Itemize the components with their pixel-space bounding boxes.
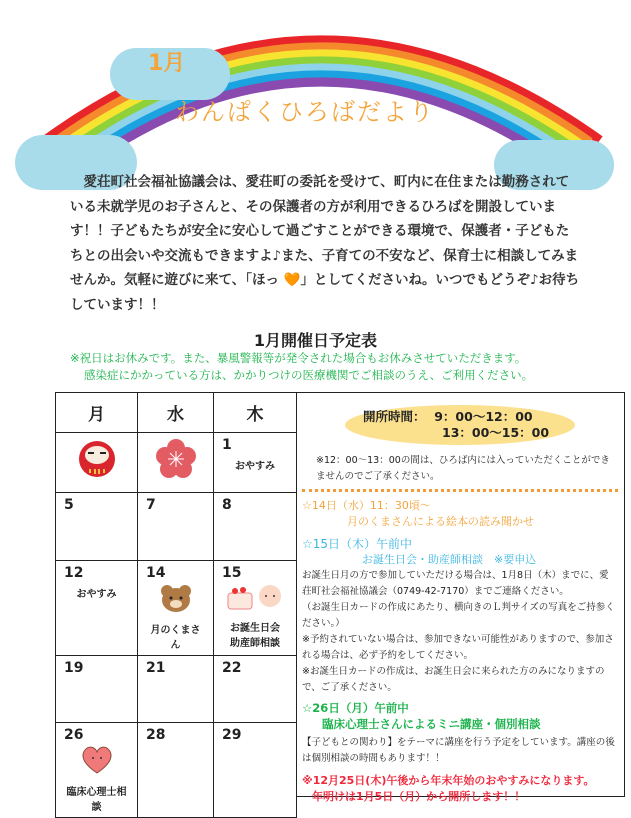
calendar-cell [138,561,214,656]
day-number: 15 [222,565,242,581]
calendar-cell [214,561,297,656]
newsletter-title: わんぱくひろばだより [175,98,435,126]
day-number: 1 [222,437,232,453]
cell-note: お誕生日会 [230,623,280,634]
daruma-icon [64,439,129,483]
event2-sub: お誕生日会・助産師相談 ※要申込 [362,553,537,566]
event2-body-2: （お誕生日カードの作成にあたり、横向きのＬ判サイズの写真をご持参ください。） [302,602,615,629]
calendar-row [56,433,297,493]
event1-title: ☆14日（水）11：30頃～ [302,499,431,512]
day-number: 29 [222,727,242,743]
day-number: 26 [64,727,84,743]
calendar-table [55,392,297,818]
info-panel [296,392,625,803]
event2-body-4: ※お誕生日カードの作成は、お誕生日会に来られた方のみになりますので、ご了承ください。 [302,666,605,693]
calendar-row [56,656,297,723]
month-label: 1月 [148,51,186,76]
event3-title: ☆26日（月）午前中 [302,701,409,715]
cell-note: おやすみ [235,461,275,472]
day-number: 21 [146,660,166,676]
opening-hours: 開所時間： 9：00～12：00 13：00～15：00 [345,405,575,445]
calendar-cell [56,433,138,493]
closing-notice-2: 年明けは1月5日（月）から開所します！！ [312,790,526,803]
cake-baby-icon [222,583,288,615]
event2-title: ☆15日（木）午前中 [302,537,413,551]
day-number: 22 [222,660,242,676]
header-thursday: 木 [214,393,297,433]
day-number: 5 [64,497,74,513]
calendar-row [56,723,297,818]
calendar-cell [214,433,297,493]
calendar-cell [214,493,297,561]
calendar-cell [138,723,214,818]
calendar-cell [56,493,138,561]
calendar-cell [138,433,214,493]
schedule-title: 1月開催日予定表 [253,331,378,350]
day-number: 7 [146,497,156,513]
event3-sub: 臨床心理士さんによるミニ講座・個別相談 [322,717,541,731]
calendar-cell [56,723,138,818]
day-number: 28 [146,727,166,743]
heart-icon [64,745,129,779]
day-number: 19 [64,660,84,676]
day-number: 14 [146,565,166,581]
calendar-row [56,561,297,656]
header-wednesday: 水 [138,393,214,433]
bear-icon [146,583,205,617]
calendar-row [56,493,297,561]
day-number: 12 [64,565,84,581]
closing-notice-1: ※12月25日(木)午後から年末年始のおやすみになります。 [302,774,595,787]
calendar-cell [138,493,214,561]
cell-note: 臨床心理士相談 [66,787,127,813]
event3-body: 【子どもとの関わり】をテーマに講座を行う予定をしています。講座の後は個別相談の時間もあります！！ [302,737,615,764]
notice: ※祝日はお休みです。また、暴風警報等が発令された場合もお休みさせていただきます。 感染症にかかっている方は、かかりつけの医療機関でご相談のうえ、ご利用ください。 [70,351,534,382]
calendar-cell [138,656,214,723]
cell-note: 助産師相談 [230,638,280,649]
calendar-cell [214,723,297,818]
hours-note: ※12：00～13：00の間は、ひろば内には入っていただくことができませんのでご了承ください。 [316,455,610,482]
event2-body-1: お誕生日月の方で参加していただける場合は、1月8日（木）までに、愛荘町社会福祉協議会（0749-42-7170）までご連絡ください。 [302,570,609,597]
plum-blossom-icon [146,439,205,483]
calendar-cell [214,656,297,723]
event1-desc: 月のくまさんによる絵本の読み聞かせ [347,515,534,528]
cell-note: おやすみ [76,589,117,600]
header-monday: 月 [56,393,138,433]
event2-body-3: ※予約されていない場合は、参加できない可能性がありますので、参加される場合は、必ず予約をしてください。 [302,634,614,661]
intro-text: 愛荘町社会福祉協議会は、愛荘町の委託を受けて、町内に在住または勤務されている未就学児のお子さんと、その保護者の方が利用できるひろばを開設しています！！子どもたちが安全に安心して過ごすことができる環境で、保護者・子どもたちとの出会いや交流もできますよ♪また、子育ての不安など、保育士に相談してみませんか。気軽に遊びに来て、「ほっ 🧡」としてくださいね。いつでもどうぞ♪お待ちしています！！ [70,174,580,313]
day-number: 8 [222,497,232,513]
calendar-cell [56,561,138,656]
dotted-divider [302,489,618,492]
calendar-cell [56,656,138,723]
cell-note: 月のくまさん [150,625,201,651]
